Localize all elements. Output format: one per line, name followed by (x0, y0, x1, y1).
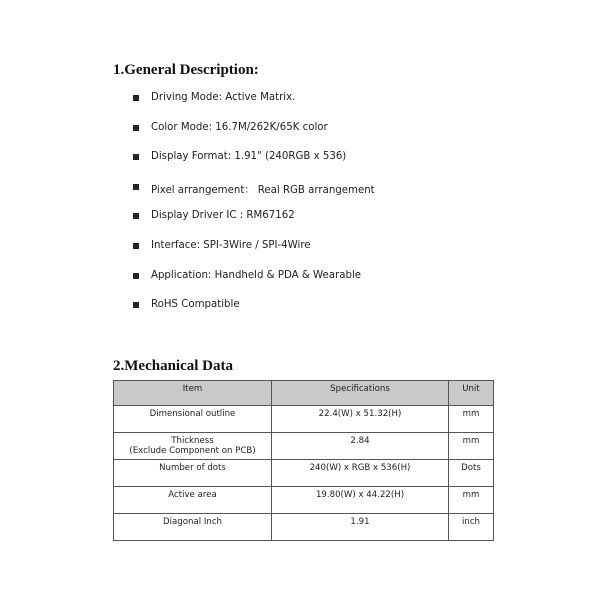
mechanical-data-heading: 2.Mechanical Data (113, 358, 233, 374)
cell-spec: 2.84 (272, 433, 449, 460)
square-bullet-icon (133, 154, 139, 160)
list-item-text: RoHS Compatible (151, 299, 240, 311)
list-item-text: Color Mode: 16.7M/262K/65K color (151, 121, 328, 133)
table-row (114, 487, 494, 514)
cell-unit: inch (449, 514, 494, 541)
list-item (133, 181, 375, 211)
item-sublabel: (Exclude Component on PCB) (129, 446, 256, 456)
item-label: Active area (168, 490, 217, 500)
header-item: Item (114, 381, 272, 406)
table-row (114, 433, 494, 460)
item-label: Thickness (171, 436, 214, 446)
cell-unit: mm (449, 487, 494, 514)
list-item-text: Pixel arrangement： Real RGB arrangement (151, 184, 375, 196)
list-item (133, 299, 375, 329)
header-unit: Unit (449, 381, 494, 406)
cell-spec: 1.91 (272, 514, 449, 541)
general-description-list (133, 92, 375, 329)
square-bullet-icon (133, 213, 139, 219)
cell-spec: 19.80(W) x 44.22(H) (272, 487, 449, 514)
square-bullet-icon (133, 302, 139, 308)
list-item (133, 270, 375, 300)
cell-unit: mm (449, 406, 494, 433)
mechanical-data-table (113, 380, 494, 541)
item-label: Diagonal Inch (163, 517, 222, 527)
list-item (133, 151, 375, 181)
cell-item (114, 406, 272, 433)
square-bullet-icon (133, 125, 139, 131)
cell-item (114, 460, 272, 487)
table-row (114, 460, 494, 487)
list-item-text: Interface: SPI-3Wire / SPI-4Wire (151, 239, 311, 251)
list-item-text: Display Driver IC : RM67162 (151, 210, 295, 222)
list-item-text: Driving Mode: Active Matrix. (151, 92, 296, 103)
cell-spec: 240(W) x RGB x 536(H) (272, 460, 449, 487)
table-row (114, 406, 494, 433)
list-item (133, 210, 375, 240)
list-item-text: Display Format: 1.91" (240RGB x 536) (151, 151, 347, 163)
square-bullet-icon (133, 184, 139, 190)
table-header-row (114, 381, 494, 406)
square-bullet-icon (133, 243, 139, 249)
cell-unit: mm (449, 433, 494, 460)
cell-item (114, 487, 272, 514)
cell-item (114, 433, 272, 460)
table-row (114, 514, 494, 541)
item-label: Number of dots (159, 463, 226, 473)
list-item-text: Application: Handheld & PDA & Wearable (151, 269, 362, 281)
general-description-heading: 1.General Description: (113, 62, 259, 78)
cell-unit: Dots (449, 460, 494, 487)
header-specifications: Specifications (272, 381, 449, 406)
list-item (133, 92, 375, 122)
item-label: Dimensional outline (149, 409, 236, 419)
list-item (133, 240, 375, 270)
list-item (133, 122, 375, 152)
cell-spec: 22.4(W) x 51.32(H) (272, 406, 449, 433)
square-bullet-icon (133, 273, 139, 279)
cell-item (114, 514, 272, 541)
square-bullet-icon (133, 95, 139, 101)
